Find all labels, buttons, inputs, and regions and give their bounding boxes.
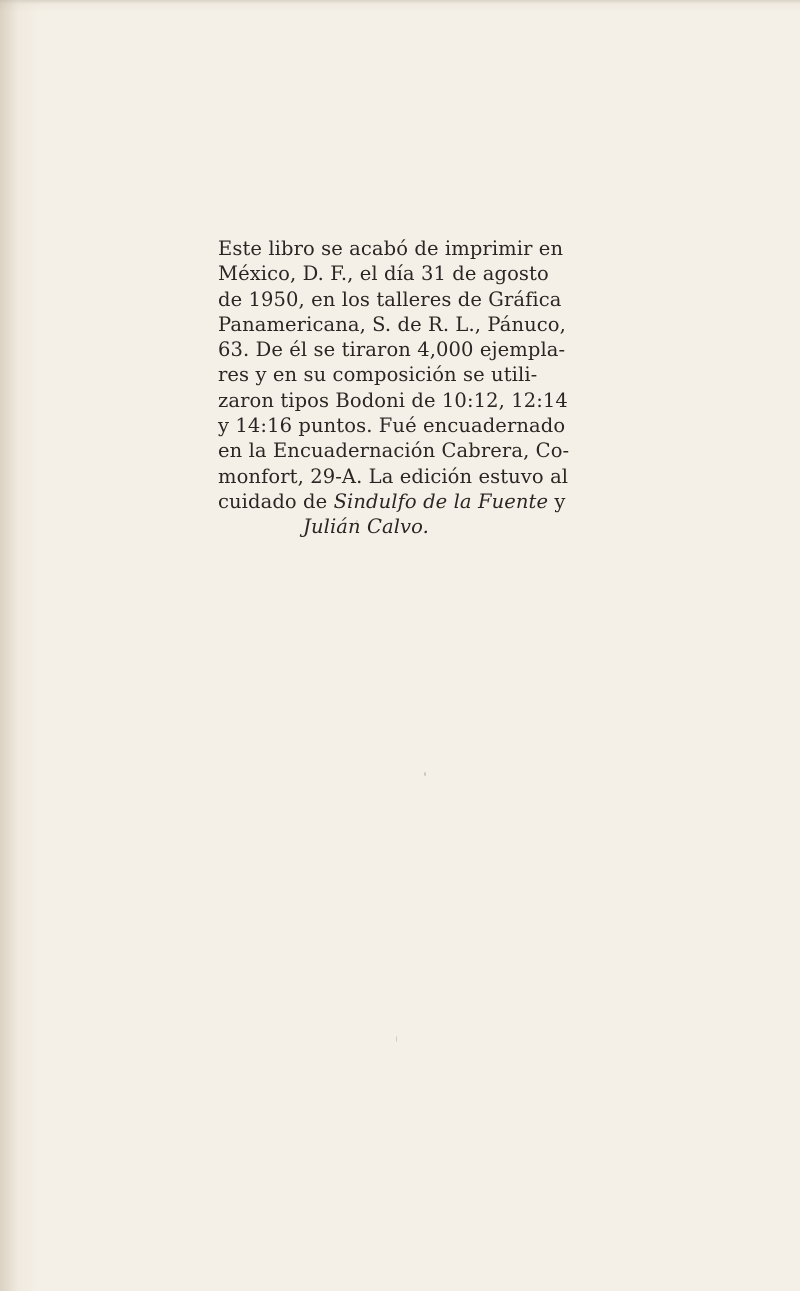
colophon-line-11-suffix: y [548, 489, 566, 513]
editor-names: Sindulfo de la Fuente [333, 489, 549, 513]
colophon-line-4: Panamericana, S. de R. L., Pánuco, [218, 312, 566, 336]
colophon-line-1: Este libro se acabó de imprimir en [218, 237, 564, 260]
paper-speck [396, 1036, 397, 1042]
paper-speck [356, 520, 358, 522]
colophon-line-10: monfort, 29-A. La edición estuvo al [218, 464, 569, 488]
colophon-line-3: de 1950, en los talleres de Gráfica [218, 287, 562, 311]
colophon-line-9: en la Encuadernación Cabrera, Co- [218, 439, 570, 463]
page-gutter-shadow [0, 0, 18, 1291]
colophon-line-7: zaron tipos Bodoni de 10:12, 12:14 [218, 388, 568, 412]
colophon-line-8: y 14:16 puntos. Fué encuadernado [218, 414, 566, 438]
colophon-text [218, 236, 570, 540]
colophon-line-11 [218, 489, 566, 514]
colophon-line-11-prefix: cuidado de [218, 489, 334, 513]
page-top-edge [0, 0, 800, 4]
colophon-line-12: Julián Calvo. [303, 515, 429, 539]
colophon-line-5: 63. De él se tiraron 4,000 ejempla- [218, 338, 566, 362]
colophon-line-6: res y en su composición se utili- [218, 363, 538, 387]
colophon-line-2: México, D. F., el día 31 de agosto [218, 262, 549, 286]
paper-speck [424, 772, 426, 776]
